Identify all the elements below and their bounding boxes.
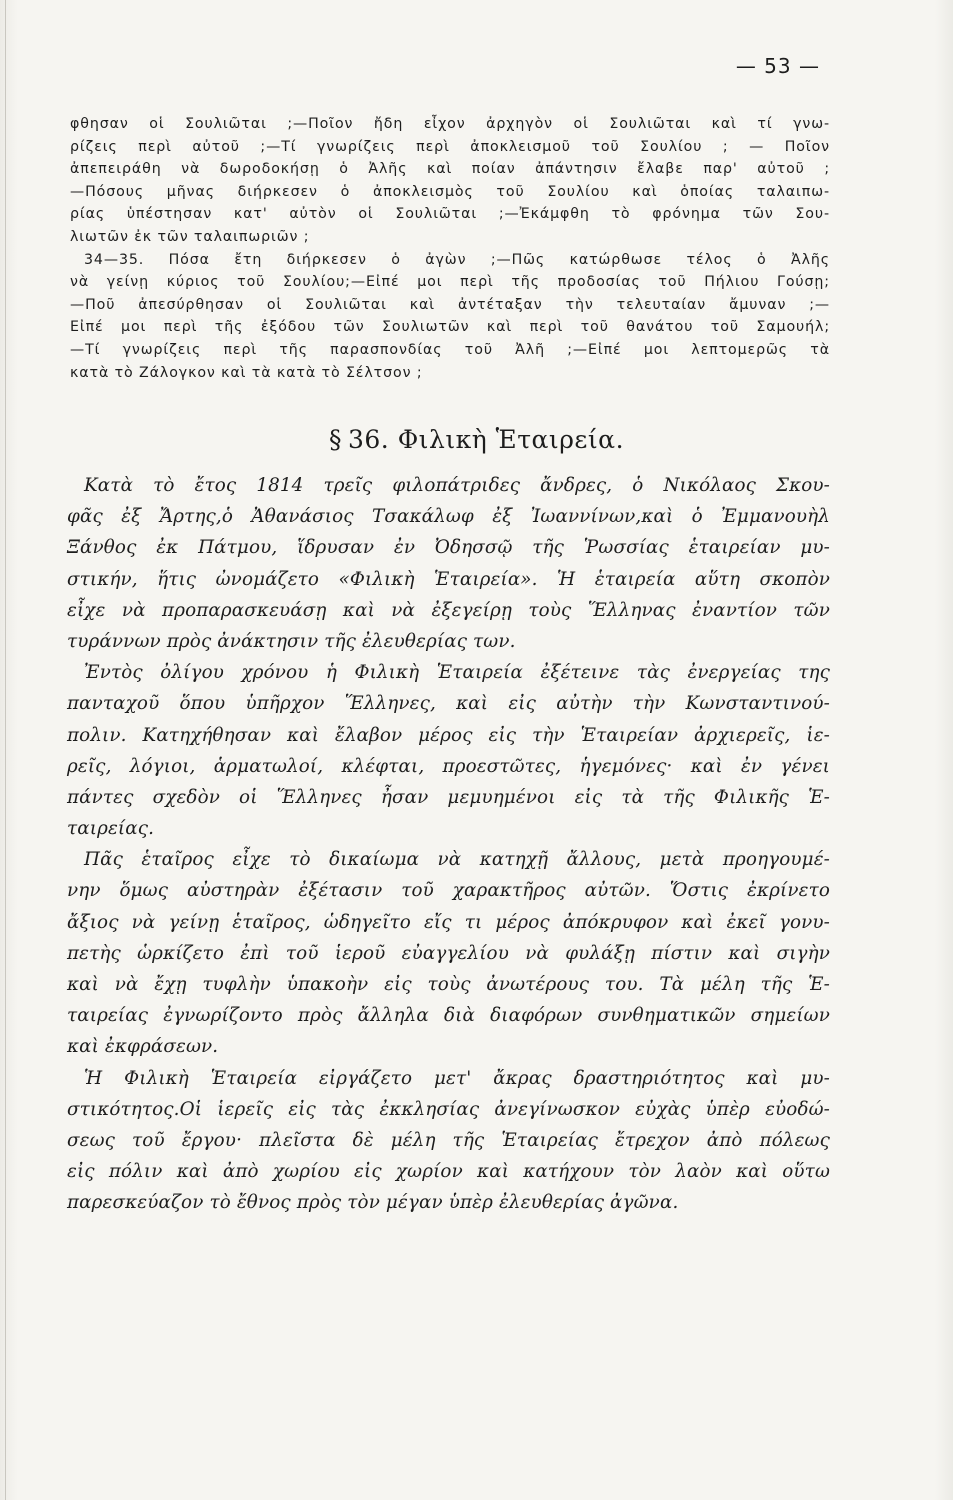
binding-edge	[5, 0, 6, 1500]
paragraph-line: ρεῖς, λόγιοι, ἁρματωλοί, κλέφται, προεστῶτες, ἡγεμόνες· καὶ ἐν γένει	[67, 755, 830, 777]
section-heading	[0, 425, 953, 454]
paragraph-line: ἄξιος νὰ γείνῃ ἑταῖρος, ὡδηγεῖτο εἴς τι μέρος ἀπόκρυφον καὶ ἐκεῖ γονυ-	[67, 911, 830, 933]
page-number: — 53 —	[735, 54, 820, 78]
paragraph-line: Ξάνθος ἐκ Πάτμου, ἵδρυσαν ἐν Ὀδησσῷ τῆς Ῥωσσίας ἑταιρείαν μυ-	[67, 537, 830, 559]
paragraph-line: καὶ ἐκφράσεων.	[67, 1036, 219, 1058]
paragraph-line: Ἐντὸς ὀλίγου χρόνου ἡ Φιλικὴ Ἑταιρεία ἐξέτεινε τὰς ἐνεργείας της	[84, 662, 830, 684]
paragraph-line: καὶ νὰ ἔχῃ τυφλὴν ὑπακοὴν εἰς τοὺς ἀνωτέρους του. Τὰ μέλη τῆς Ἑ-	[67, 974, 830, 995]
question-line: λιωτῶν ἐκ τῶν ταλαιπωριῶν ;	[70, 228, 310, 245]
question-line: ρίας ὑπέστησαν κατ' αὐτὸν οἱ Σουλιῶται ;—Ἐκάμφθη τὸ φρόνημα τῶν Σου-	[70, 206, 830, 223]
paragraph-line: τυράννων πρὸς ἀνάκτησιν τῆς ἐλευθερίας των.	[67, 630, 516, 652]
question-line: Εἰπέ μοι περὶ τῆς ἐξόδου τῶν Σουλιωτῶν καὶ περὶ τοῦ θανάτου τοῦ Σαμουήλ;	[70, 319, 830, 336]
question-line: 34—35. Πόσα ἔτη διήρκεσεν ὁ ἀγὼν ;—Πῶς κατώρθωσε τέλος ὁ Ἀλῆς	[84, 251, 830, 268]
question-line: —Πόσους μῆνας διήρκεσεν ὁ ἀποκλεισμὸς τοῦ Σουλίου καὶ ὁποίας ταλαιπω-	[70, 183, 830, 200]
question-line: νὰ γείνῃ κύριος τοῦ Σουλίου;—Εἰπέ μοι περὶ τῆς προδοσίας τοῦ Πήλιου Γούσῃ;	[70, 274, 830, 291]
paragraph-line: Κατὰ τὸ ἔτος 1814 τρεῖς φιλοπάτριδες ἄνδρες, ὁ Νικόλαος Σκου-	[84, 475, 830, 496]
paragraph-line: εἶχε νὰ προπαρασκευάσῃ καὶ νὰ ἐξεγείρῃ τοὺς Ἕλληνας ἐναντίον τῶν	[67, 599, 830, 621]
paragraph-line: παρεσκεύαζον τὸ ἔθνος πρὸς τὸν μέγαν ὑπὲρ ἐλευθερίας ἀγῶνα.	[67, 1192, 679, 1214]
section-number: 36.	[347, 425, 390, 454]
question-line: ἀπεπειράθη νὰ δωροδοκήσῃ ὁ Ἀλῆς καὶ ποίαν ἀπάντησιν ἔλαβε παρ' αὐτοῦ ;	[70, 161, 830, 178]
question-line: ρίζεις περὶ αὐτοῦ ;—Τί γνωρίζεις περὶ ἀποκλεισμοῦ τοῦ Σουλίου ; — Ποῖον	[70, 138, 830, 155]
section-sign: §	[328, 425, 342, 454]
paragraph-line: στικότητος.Οἱ ἱερεῖς εἰς τὰς ἐκκλησίας ἀνεγίνωσκον εὐχὰς ὑπὲρ εὐοδώ-	[67, 1098, 830, 1120]
question-line: —Τί γνωρίζεις περὶ τῆς παρασπονδίας τοῦ Ἀλῆ ;—Εἰπέ μοι λεπτομερῶς τὰ	[70, 341, 830, 358]
paragraph-line: στικήν, ἥτις ὠνομάζετο «Φιλικὴ Ἑταιρεία». Ἡ ἑταιρεία αὕτη σκοπὸν	[67, 568, 830, 590]
section-title: Φιλικὴ Ἑταιρεία.	[397, 425, 625, 454]
paragraph-line: νην ὅμως αὐστηρὰν ἐξέτασιν τοῦ χαρακτῆρος αὐτῶν. Ὅστις ἐκρίνετο	[67, 880, 830, 902]
paragraph-line: Ἡ Φιλικὴ Ἑταιρεία εἰργάζετο μετ' ἄκρας δραστηριότητος καὶ μυ-	[84, 1067, 830, 1089]
question-line: κατὰ τὸ Ζάλογκον καὶ τὰ κατὰ τὸ Σέλτσον ;	[70, 364, 423, 381]
paragraph-line: πανταχοῦ ὅπου ὑπῆρχον Ἕλληνες, καὶ εἰς αὐτὴν τὴν Κωνσταντινού-	[67, 693, 830, 715]
paragraph-line: ταιρείας.	[67, 818, 155, 840]
review-questions	[70, 113, 830, 384]
paragraph-line: πολιν. Κατηχήθησαν καὶ ἔλαβον μέρος εἰς τὴν Ἑταιρείαν ἀρχιερεῖς, ἱε-	[67, 724, 830, 746]
paragraph-line: εἰς πόλιν καὶ ἀπὸ χωρίου εἰς χωρίον καὶ κατήχουν τὸν λαὸν καὶ οὕτω	[67, 1161, 830, 1183]
paragraph-line: φᾶς ἐξ Ἄρτης,ὁ Ἀθανάσιος Τσακάλωφ ἐξ Ἰωαννίνων,καὶ ὁ Ἐμμανουὴλ	[67, 506, 830, 528]
paragraph-line: πάντες σχεδὸν οἱ Ἕλληνες ἦσαν μεμυημένοι εἰς τὰ τῆς Φιλικῆς Ἑ-	[67, 786, 830, 808]
paragraph-line: Πᾶς ἑταῖρος εἶχε τὸ δικαίωμα νὰ κατηχῇ ἄλλους, μετὰ προηγουμέ-	[84, 849, 830, 871]
paragraph-line: ταιρείας ἐγνωρίζοντο πρὸς ἄλληλα διὰ διαφόρων συνθηματικῶν σημείων	[67, 1005, 830, 1027]
question-line: —Ποῦ ἀπεσύρθησαν οἱ Σουλιῶται καὶ ἀντέταξαν τὴν τελευταίαν ἄμυναν ;—	[70, 296, 830, 313]
body-text	[67, 470, 830, 1219]
question-line: φθησαν οἱ Σουλιῶται ;—Ποῖον ἤδη εἶχον ἀρχηγὸν οἱ Σουλιῶται καὶ τί γνω-	[70, 116, 830, 132]
paragraph-line: πετὴς ὡρκίζετο ἐπὶ τοῦ ἱεροῦ εὐαγγελίου νὰ φυλάξῃ πίστιν καὶ σιγὴν	[67, 942, 830, 964]
paragraph-line: σεως τοῦ ἔργου· πλεῖστα δὲ μέλη τῆς Ἑταιρείας ἔτρεχον ἀπὸ πόλεως	[67, 1129, 830, 1151]
